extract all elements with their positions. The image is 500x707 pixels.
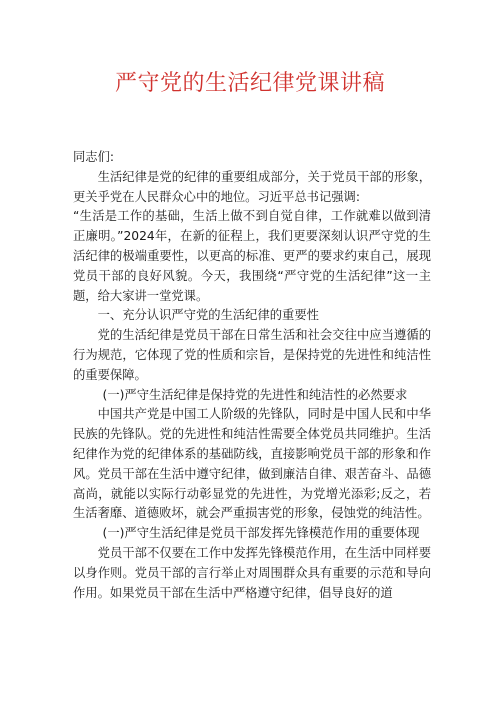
document-body <box>73 148 431 603</box>
paragraph-salutation: 同志们: <box>73 150 115 164</box>
paragraph-quote: “生活是工作的基础，生活上做不到自觉自律，工作就难以做到清正廉明。”2024年，在新的征程上，我们更要深刻认识严守党的生活纪律的极端重要性，以更高的标准、更严的要求约束自己，展现党员干部的良好风貌。今天，我围绕“严守党的生活纪律”这一主题，给大家讲一堂党课。 <box>73 209 431 303</box>
document-title: 严守党的生活纪律党课讲稿 <box>114 71 385 96</box>
subsection-heading-1: (一)严守生活纪律是保持党的先进性和纯洁性的必然要求 <box>102 387 408 402</box>
paragraph-subsection-1: 中国共产党是中国工人阶级的先锋队，同时是中国人民和中华民族的先锋队。党的先进性和纯洁性需要全体党员共同维护。生活纪律作为党的纪律体系的基础防线，直接影响党员干部的形象和作风。党员干部在生活中遵守纪律，做到廉洁自律、艰苦奋斗、品德高尚，就能以实际行动彰显党的先进性，为党增光添彩;反之，若生活奢靡、道德败坏，就会严重损害党的形象，侵蚀党的纯洁性。 <box>73 407 431 521</box>
subsection-heading-2: (一)严守生活纪律是党员干部发挥先锋模范作用的重要体现 <box>102 526 420 541</box>
paragraph-section-1: 党的生活纪律是党员干部在日常生活和社会交往中应当遵循的行为规范，它体现了党的性质和宗旨，是保持党的先进性和纯洁性的重要保障。 <box>73 328 431 382</box>
section-heading-1: 一、充分认识严守党的生活纪律的重要性 <box>97 308 319 323</box>
paragraph-intro: 生活纪律是党的纪律的重要组成部分，关于党员干部的形象，更关乎党在人民群众心中的地位。习近平总书记强调: <box>73 169 431 204</box>
paragraph-subsection-2: 党员干部不仅要在工作中发挥先锋模范作用，在生活中同样要以身作则。党员干部的言行举止对周围群众具有重要的示范和导向作用。如果党员干部在生活中严格遵守纪律，倡导良好的道 <box>73 545 431 600</box>
